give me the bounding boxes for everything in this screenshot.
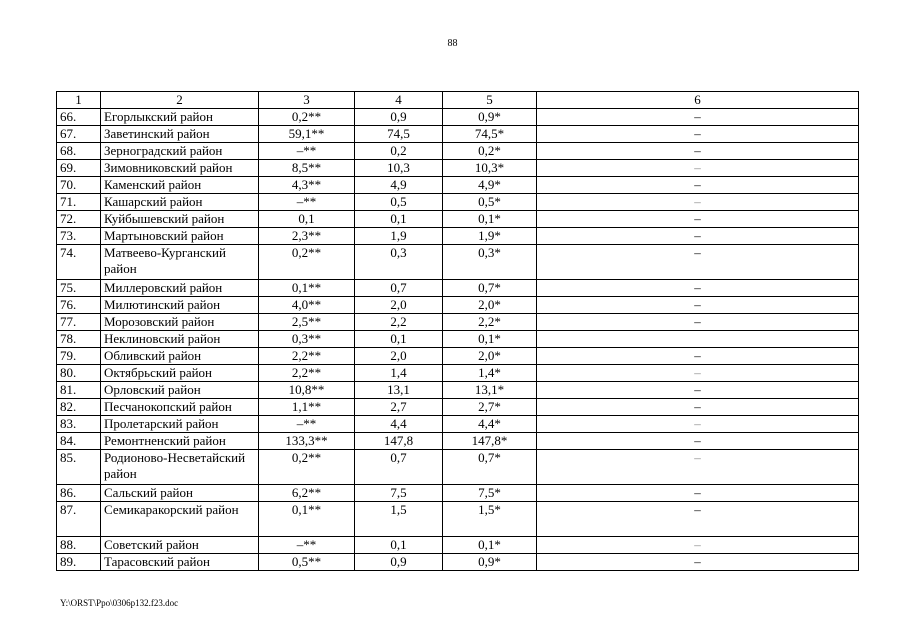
column-6-cell: – (537, 109, 859, 126)
column-3-cell: 0,2** (259, 450, 355, 485)
table-row (57, 433, 859, 450)
column-4-cell: 0,7 (355, 450, 443, 485)
district-name-cell: Песчанокопский район (101, 399, 259, 416)
column-3-cell: 0,1 (259, 211, 355, 228)
column-4-cell: 1,9 (355, 228, 443, 245)
column-5-cell: 4,9* (443, 177, 537, 194)
district-name-cell: Егорлыкский район (101, 109, 259, 126)
column-3-cell: 2,5** (259, 314, 355, 331)
column-3-cell: –** (259, 416, 355, 433)
column-6-cell: – (537, 177, 859, 194)
row-number-cell: 77. (57, 314, 101, 331)
column-6-cell: – (537, 143, 859, 160)
column-6-cell: – (537, 502, 859, 537)
column-3-cell: –** (259, 537, 355, 554)
row-number-cell: 69. (57, 160, 101, 177)
column-3-cell: 6,2** (259, 485, 355, 502)
district-name-cell: Зерноградский район (101, 143, 259, 160)
row-number-cell: 86. (57, 485, 101, 502)
column-4-cell: 0,9 (355, 109, 443, 126)
column-5-cell: 4,4* (443, 416, 537, 433)
row-number-cell: 76. (57, 297, 101, 314)
column-3-cell: 0,2** (259, 109, 355, 126)
column-4-cell: 0,3 (355, 245, 443, 280)
column-4-cell: 0,5 (355, 194, 443, 211)
column-3-cell: 0,1** (259, 502, 355, 537)
column-4-cell: 2,0 (355, 348, 443, 365)
column-5-cell: 1,9* (443, 228, 537, 245)
row-number-cell: 78. (57, 331, 101, 348)
district-name-cell: Обливский район (101, 348, 259, 365)
column-3-cell: 2,2** (259, 348, 355, 365)
row-number-cell: 72. (57, 211, 101, 228)
column-6-cell: – (537, 554, 859, 571)
column-4-cell: 2,7 (355, 399, 443, 416)
column-4-cell: 10,3 (355, 160, 443, 177)
district-name-cell: Мартыновский район (101, 228, 259, 245)
table-row (57, 177, 859, 194)
column-3-cell: 0,3** (259, 331, 355, 348)
district-name-cell: Милютинский район (101, 297, 259, 314)
column-5-cell: 0,3* (443, 245, 537, 280)
column-6-cell: – (537, 160, 859, 177)
file-path-footer: Y:\ORST\Ppo\0306p132.f23.doc (60, 598, 179, 608)
row-number-cell: 84. (57, 433, 101, 450)
table-row (57, 228, 859, 245)
column-5-cell: 0,7* (443, 450, 537, 485)
district-name-cell: Матвеево-Курганский район (101, 245, 259, 280)
row-number-cell: 88. (57, 537, 101, 554)
column-6-cell: – (537, 382, 859, 399)
column-4-cell: 7,5 (355, 485, 443, 502)
district-name-cell: Ремонтненский район (101, 433, 259, 450)
table-row (57, 554, 859, 571)
table-row (57, 485, 859, 502)
column-5-cell: 0,2* (443, 143, 537, 160)
column-5-cell: 2,0* (443, 297, 537, 314)
column-5-cell: 1,4* (443, 365, 537, 382)
column-6-cell: – (537, 314, 859, 331)
district-name-cell: Октябрьский район (101, 365, 259, 382)
row-number-cell: 87. (57, 502, 101, 537)
table-row (57, 126, 859, 143)
column-6-cell: – (537, 485, 859, 502)
column-6-cell: – (537, 416, 859, 433)
row-number-cell: 71. (57, 194, 101, 211)
table-header-row (57, 92, 859, 109)
table-row (57, 314, 859, 331)
row-number-cell: 68. (57, 143, 101, 160)
district-name-cell: Неклиновский район (101, 331, 259, 348)
row-number-cell: 85. (57, 450, 101, 485)
table-row (57, 280, 859, 297)
column-6-cell: – (537, 245, 859, 280)
column-5-cell: 0,1* (443, 331, 537, 348)
column-3-cell: –** (259, 194, 355, 211)
column-5-cell: 0,9* (443, 554, 537, 571)
district-name-cell: Родионово-Несветайский район (101, 450, 259, 485)
district-table (56, 91, 859, 571)
column-6-cell: – (537, 211, 859, 228)
column-5-cell: 7,5* (443, 485, 537, 502)
column-3-cell: 4,3** (259, 177, 355, 194)
table-row (57, 331, 859, 348)
table-row (57, 450, 859, 485)
column-3-cell: 4,0** (259, 297, 355, 314)
district-name-cell: Миллеровский район (101, 280, 259, 297)
column-4-cell: 0,1 (355, 537, 443, 554)
row-number-cell: 89. (57, 554, 101, 571)
district-name-cell: Каменский район (101, 177, 259, 194)
column-4-cell: 2,2 (355, 314, 443, 331)
column-header: 1 (57, 92, 101, 109)
column-6-cell: – (537, 280, 859, 297)
row-number-cell: 82. (57, 399, 101, 416)
table-row (57, 194, 859, 211)
table-row (57, 245, 859, 280)
column-3-cell: 10,8** (259, 382, 355, 399)
column-3-cell: 2,3** (259, 228, 355, 245)
district-name-cell: Заветинский район (101, 126, 259, 143)
district-name-cell: Куйбышевский район (101, 211, 259, 228)
column-6-cell (537, 331, 859, 348)
column-4-cell: 13,1 (355, 382, 443, 399)
column-4-cell: 0,1 (355, 331, 443, 348)
column-5-cell: 13,1* (443, 382, 537, 399)
column-5-cell: 2,0* (443, 348, 537, 365)
district-name-cell: Морозовский район (101, 314, 259, 331)
table-row (57, 416, 859, 433)
district-name-cell: Тарасовский район (101, 554, 259, 571)
column-3-cell: 2,2** (259, 365, 355, 382)
row-number-cell: 74. (57, 245, 101, 280)
column-4-cell: 0,1 (355, 211, 443, 228)
column-4-cell: 2,0 (355, 297, 443, 314)
table-row (57, 382, 859, 399)
column-6-cell: – (537, 365, 859, 382)
district-name-cell: Пролетарский район (101, 416, 259, 433)
column-6-cell: – (537, 348, 859, 365)
column-3-cell: 0,5** (259, 554, 355, 571)
row-number-cell: 79. (57, 348, 101, 365)
district-name-cell: Сальский район (101, 485, 259, 502)
table-row (57, 143, 859, 160)
column-4-cell: 74,5 (355, 126, 443, 143)
row-number-cell: 83. (57, 416, 101, 433)
table-row (57, 537, 859, 554)
column-4-cell: 0,2 (355, 143, 443, 160)
column-4-cell: 1,5 (355, 502, 443, 537)
column-header: 2 (101, 92, 259, 109)
column-4-cell: 147,8 (355, 433, 443, 450)
column-header: 3 (259, 92, 355, 109)
column-3-cell: 0,2** (259, 245, 355, 280)
column-header: 4 (355, 92, 443, 109)
table-row (57, 348, 859, 365)
column-6-cell: – (537, 433, 859, 450)
row-number-cell: 81. (57, 382, 101, 399)
table-row (57, 297, 859, 314)
column-header: 5 (443, 92, 537, 109)
column-5-cell: 74,5* (443, 126, 537, 143)
column-5-cell: 0,1* (443, 537, 537, 554)
column-5-cell: 1,5* (443, 502, 537, 537)
table-row (57, 109, 859, 126)
row-number-cell: 75. (57, 280, 101, 297)
table-row (57, 502, 859, 537)
district-name-cell: Орловский район (101, 382, 259, 399)
row-number-cell: 67. (57, 126, 101, 143)
column-3-cell: 59,1** (259, 126, 355, 143)
column-3-cell: 8,5** (259, 160, 355, 177)
column-4-cell: 0,7 (355, 280, 443, 297)
column-5-cell: 0,7* (443, 280, 537, 297)
column-6-cell: – (537, 228, 859, 245)
table-row (57, 160, 859, 177)
column-6-cell: – (537, 194, 859, 211)
column-5-cell: 2,7* (443, 399, 537, 416)
column-6-cell: – (537, 126, 859, 143)
table-row (57, 365, 859, 382)
column-6-cell: – (537, 297, 859, 314)
column-5-cell: 147,8* (443, 433, 537, 450)
column-5-cell: 2,2* (443, 314, 537, 331)
column-3-cell: 133,3** (259, 433, 355, 450)
column-5-cell: 0,1* (443, 211, 537, 228)
page-number: 88 (447, 38, 458, 49)
row-number-cell: 80. (57, 365, 101, 382)
district-name-cell: Семикаракорский район (101, 502, 259, 537)
table-row (57, 399, 859, 416)
row-number-cell: 66. (57, 109, 101, 126)
district-name-cell: Зимовниковский район (101, 160, 259, 177)
column-5-cell: 0,5* (443, 194, 537, 211)
column-header: 6 (537, 92, 859, 109)
column-5-cell: 0,9* (443, 109, 537, 126)
column-3-cell: 1,1** (259, 399, 355, 416)
column-6-cell: – (537, 537, 859, 554)
column-6-cell: – (537, 450, 859, 485)
column-6-cell: – (537, 399, 859, 416)
district-name-cell: Кашарский район (101, 194, 259, 211)
column-3-cell: –** (259, 143, 355, 160)
row-number-cell: 70. (57, 177, 101, 194)
column-4-cell: 4,4 (355, 416, 443, 433)
column-4-cell: 0,9 (355, 554, 443, 571)
district-name-cell: Советский район (101, 537, 259, 554)
row-number-cell: 73. (57, 228, 101, 245)
column-5-cell: 10,3* (443, 160, 537, 177)
column-4-cell: 4,9 (355, 177, 443, 194)
column-3-cell: 0,1** (259, 280, 355, 297)
column-4-cell: 1,4 (355, 365, 443, 382)
table-row (57, 211, 859, 228)
